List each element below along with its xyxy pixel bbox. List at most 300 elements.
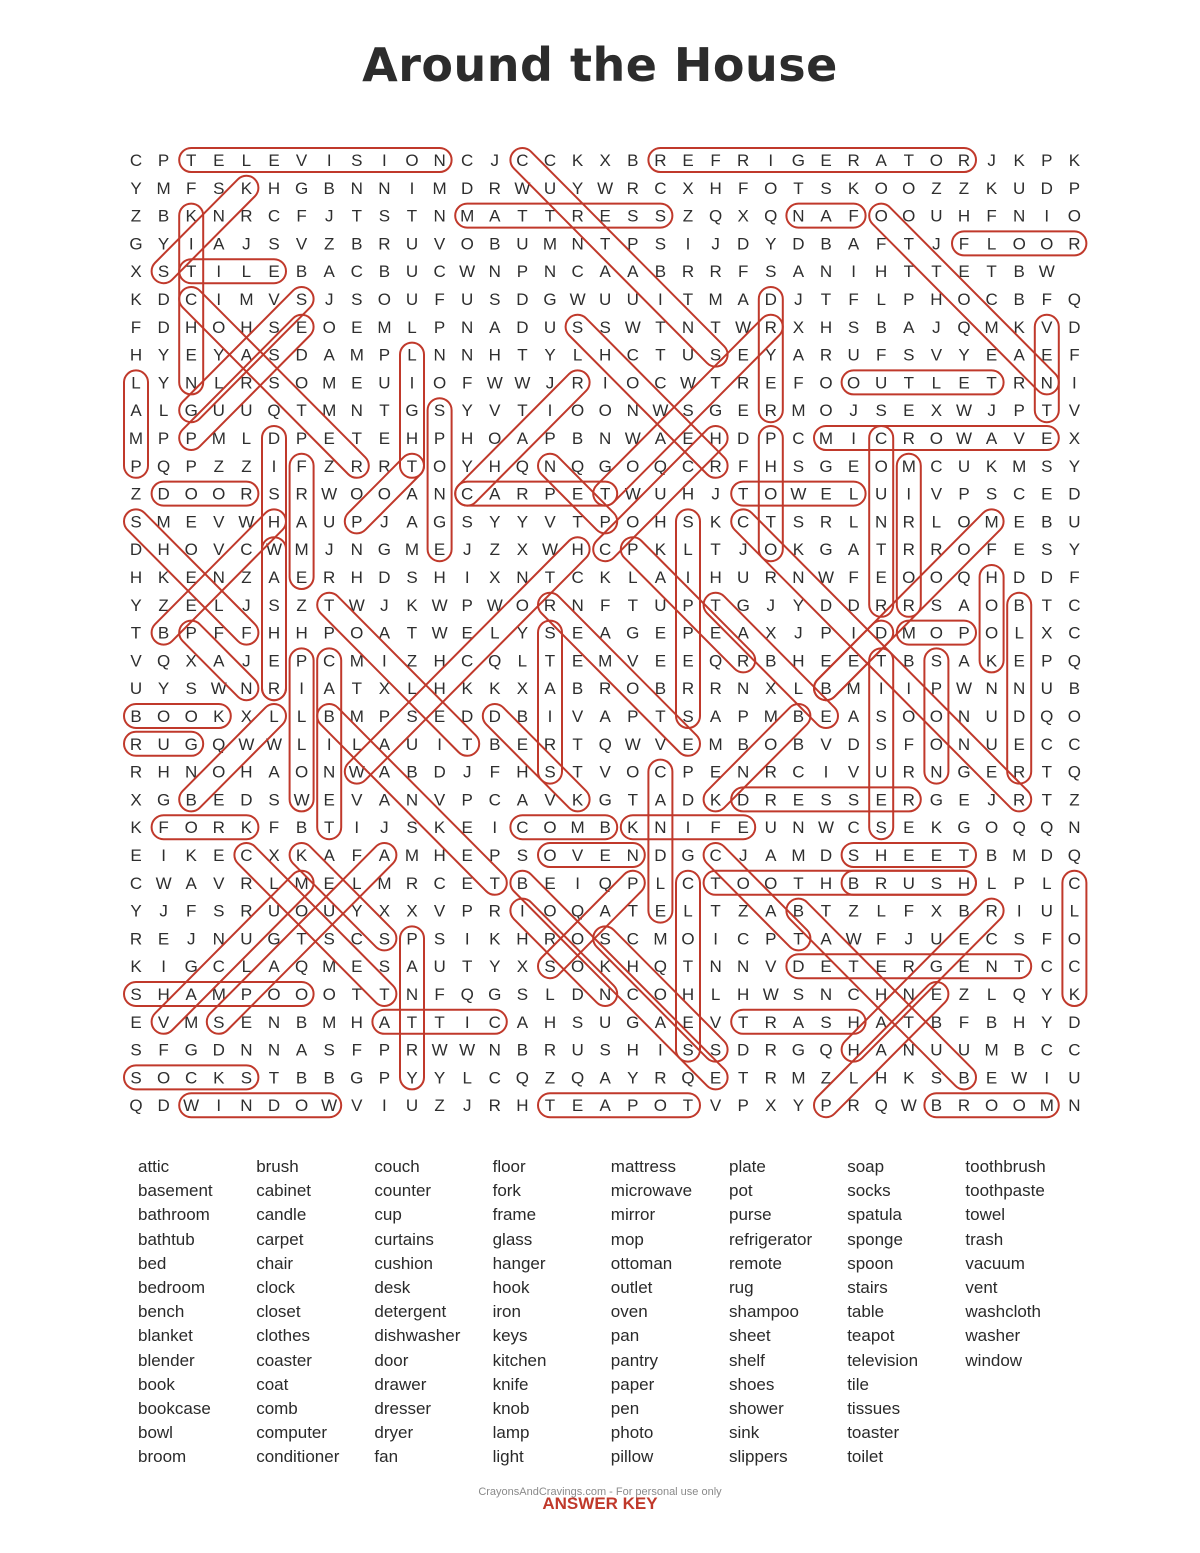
- grid-letter[interactable]: D: [792, 234, 805, 254]
- grid-letter[interactable]: U: [405, 734, 419, 754]
- grid-letter[interactable]: T: [186, 262, 197, 282]
- grid-letter[interactable]: C: [433, 262, 446, 282]
- grid-letter[interactable]: Q: [708, 206, 723, 226]
- grid-letter[interactable]: R: [543, 929, 557, 949]
- grid-letter[interactable]: T: [296, 929, 307, 949]
- grid-letter[interactable]: E: [130, 1012, 142, 1032]
- grid-letter[interactable]: Z: [241, 568, 252, 587]
- grid-letter[interactable]: S: [185, 679, 197, 699]
- grid-letter[interactable]: O: [488, 429, 502, 448]
- grid-letter[interactable]: A: [847, 234, 860, 254]
- grid-letter[interactable]: L: [710, 985, 721, 1004]
- grid-letter[interactable]: X: [516, 679, 529, 699]
- grid-letter[interactable]: E: [268, 651, 280, 671]
- grid-letter[interactable]: O: [294, 373, 309, 393]
- grid-letter[interactable]: U: [930, 206, 943, 226]
- grid-letter[interactable]: N: [350, 178, 363, 198]
- grid-letter[interactable]: L: [793, 679, 804, 699]
- grid-letter[interactable]: U: [654, 484, 667, 504]
- grid-letter[interactable]: S: [709, 1040, 722, 1060]
- grid-letter[interactable]: B: [765, 651, 777, 671]
- grid-letter[interactable]: P: [157, 151, 170, 170]
- grid-letter[interactable]: U: [516, 234, 529, 254]
- grid-letter[interactable]: E: [820, 957, 832, 977]
- grid-letter[interactable]: R: [709, 262, 722, 282]
- grid-letter[interactable]: A: [958, 651, 970, 671]
- grid-letter[interactable]: M: [791, 1068, 806, 1088]
- grid-letter[interactable]: F: [1069, 568, 1080, 587]
- grid-letter[interactable]: Q: [1067, 846, 1082, 865]
- grid-letter[interactable]: Q: [570, 901, 585, 921]
- grid-letter[interactable]: B: [130, 707, 142, 726]
- grid-letter[interactable]: O: [902, 568, 916, 587]
- grid-letter[interactable]: G: [598, 456, 612, 476]
- grid-letter[interactable]: U: [957, 1040, 971, 1060]
- grid-letter[interactable]: N: [240, 679, 253, 699]
- grid-letter[interactable]: P: [820, 1096, 832, 1116]
- grid-letter[interactable]: N: [957, 707, 971, 726]
- grid-letter[interactable]: A: [599, 1068, 611, 1088]
- grid-letter[interactable]: G: [791, 1040, 806, 1060]
- grid-letter[interactable]: O: [1040, 234, 1054, 254]
- grid-letter[interactable]: M: [984, 317, 999, 337]
- grid-letter[interactable]: E: [903, 818, 915, 838]
- grid-letter[interactable]: B: [792, 901, 805, 921]
- grid-letter[interactable]: O: [653, 1096, 668, 1116]
- grid-letter[interactable]: M: [349, 651, 364, 671]
- grid-letter[interactable]: C: [433, 873, 446, 893]
- grid-letter[interactable]: K: [240, 818, 253, 838]
- grid-letter[interactable]: P: [185, 429, 197, 448]
- grid-letter[interactable]: A: [599, 623, 611, 643]
- grid-letter[interactable]: Q: [598, 873, 612, 893]
- grid-letter[interactable]: H: [267, 512, 281, 532]
- grid-letter[interactable]: F: [738, 178, 749, 198]
- grid-letter[interactable]: N: [461, 345, 474, 365]
- grid-letter[interactable]: C: [212, 957, 225, 977]
- grid-letter[interactable]: L: [1042, 873, 1052, 893]
- grid-letter[interactable]: R: [543, 734, 557, 754]
- grid-letter[interactable]: X: [737, 206, 749, 226]
- grid-letter[interactable]: R: [875, 595, 888, 615]
- grid-letter[interactable]: B: [792, 707, 805, 726]
- grid-letter[interactable]: Y: [765, 345, 777, 365]
- grid-letter[interactable]: J: [766, 595, 776, 615]
- grid-letter[interactable]: A: [323, 262, 335, 282]
- grid-letter[interactable]: J: [380, 818, 389, 838]
- grid-letter[interactable]: C: [847, 818, 860, 838]
- grid-letter[interactable]: D: [1068, 1012, 1081, 1032]
- grid-letter[interactable]: D: [516, 290, 529, 309]
- grid-letter[interactable]: A: [378, 623, 391, 643]
- grid-letter[interactable]: W: [624, 484, 641, 504]
- grid-letter[interactable]: G: [929, 790, 944, 810]
- grid-letter[interactable]: P: [461, 595, 473, 615]
- grid-letter[interactable]: T: [572, 762, 583, 782]
- grid-letter[interactable]: E: [351, 373, 363, 393]
- grid-letter[interactable]: H: [157, 540, 170, 560]
- grid-letter[interactable]: E: [240, 1012, 253, 1032]
- grid-letter[interactable]: E: [930, 846, 943, 865]
- grid-letter[interactable]: P: [1041, 151, 1053, 170]
- grid-letter[interactable]: F: [462, 373, 473, 393]
- grid-letter[interactable]: Q: [515, 1068, 530, 1088]
- grid-letter[interactable]: R: [129, 734, 143, 754]
- grid-letter[interactable]: Q: [957, 317, 971, 337]
- grid-letter[interactable]: Y: [1041, 985, 1053, 1004]
- grid-letter[interactable]: B: [1013, 290, 1025, 309]
- grid-letter[interactable]: T: [627, 901, 638, 921]
- grid-letter[interactable]: S: [930, 873, 943, 893]
- grid-letter[interactable]: H: [157, 762, 170, 782]
- grid-letter[interactable]: N: [212, 568, 225, 587]
- grid-letter[interactable]: S: [682, 707, 694, 726]
- grid-letter[interactable]: C: [571, 262, 584, 282]
- grid-letter[interactable]: S: [489, 290, 501, 309]
- grid-letter[interactable]: R: [543, 595, 557, 615]
- grid-letter[interactable]: O: [543, 901, 557, 921]
- grid-letter[interactable]: S: [406, 707, 418, 726]
- grid-letter[interactable]: O: [570, 929, 585, 949]
- grid-letter[interactable]: A: [516, 790, 529, 810]
- grid-letter[interactable]: W: [624, 317, 641, 337]
- grid-letter[interactable]: J: [987, 790, 996, 810]
- grid-letter[interactable]: B: [985, 1012, 998, 1032]
- grid-letter[interactable]: B: [185, 790, 197, 810]
- grid-letter[interactable]: L: [269, 873, 279, 893]
- grid-letter[interactable]: O: [267, 985, 281, 1004]
- grid-letter[interactable]: S: [875, 818, 887, 838]
- grid-letter[interactable]: T: [1041, 762, 1052, 782]
- grid-letter[interactable]: L: [407, 679, 417, 699]
- grid-letter[interactable]: I: [658, 1040, 663, 1060]
- grid-letter[interactable]: N: [185, 762, 198, 782]
- grid-letter[interactable]: V: [433, 790, 446, 810]
- grid-letter[interactable]: U: [405, 1096, 419, 1116]
- grid-letter[interactable]: P: [1041, 651, 1053, 671]
- grid-letter[interactable]: R: [847, 1096, 860, 1116]
- grid-letter[interactable]: E: [185, 595, 197, 615]
- grid-letter[interactable]: O: [764, 484, 778, 504]
- grid-letter[interactable]: U: [405, 234, 419, 254]
- grid-letter[interactable]: L: [352, 873, 362, 893]
- grid-letter[interactable]: M: [128, 429, 144, 448]
- grid-letter[interactable]: M: [763, 707, 778, 726]
- grid-letter[interactable]: C: [709, 846, 722, 865]
- grid-letter[interactable]: I: [851, 262, 856, 282]
- grid-letter[interactable]: L: [655, 873, 666, 893]
- grid-letter[interactable]: L: [848, 484, 859, 504]
- grid-letter[interactable]: H: [157, 985, 170, 1004]
- grid-letter[interactable]: F: [793, 373, 804, 393]
- grid-letter[interactable]: E: [654, 651, 667, 671]
- grid-letter[interactable]: B: [295, 262, 308, 282]
- grid-letter[interactable]: M: [542, 234, 558, 254]
- grid-letter[interactable]: M: [294, 540, 309, 560]
- grid-letter[interactable]: U: [157, 734, 170, 754]
- grid-letter[interactable]: E: [599, 846, 611, 865]
- grid-letter[interactable]: M: [404, 846, 420, 865]
- grid-letter[interactable]: L: [683, 540, 693, 560]
- grid-letter[interactable]: S: [157, 262, 170, 282]
- grid-letter[interactable]: P: [240, 985, 253, 1004]
- grid-letter[interactable]: R: [737, 651, 750, 671]
- grid-letter[interactable]: R: [902, 790, 915, 810]
- grid-letter[interactable]: E: [323, 790, 335, 810]
- grid-letter[interactable]: S: [903, 345, 915, 365]
- grid-letter[interactable]: O: [543, 818, 557, 838]
- grid-letter[interactable]: M: [322, 1012, 337, 1032]
- grid-letter[interactable]: F: [158, 818, 169, 838]
- grid-letter[interactable]: H: [875, 262, 888, 282]
- grid-letter[interactable]: B: [1041, 512, 1053, 532]
- grid-letter[interactable]: F: [958, 1012, 970, 1032]
- grid-letter[interactable]: Z: [158, 595, 169, 615]
- grid-letter[interactable]: S: [351, 290, 363, 309]
- grid-letter[interactable]: X: [240, 707, 253, 726]
- grid-letter[interactable]: C: [543, 151, 557, 170]
- grid-letter[interactable]: L: [296, 707, 307, 726]
- grid-letter[interactable]: R: [764, 790, 777, 810]
- grid-letter[interactable]: C: [488, 1068, 501, 1088]
- grid-letter[interactable]: O: [626, 762, 640, 782]
- grid-letter[interactable]: O: [460, 234, 474, 254]
- grid-letter[interactable]: F: [738, 262, 749, 282]
- grid-letter[interactable]: F: [434, 290, 445, 309]
- grid-letter[interactable]: J: [987, 151, 996, 170]
- grid-letter[interactable]: N: [792, 206, 805, 226]
- grid-letter[interactable]: M: [901, 456, 916, 476]
- grid-letter[interactable]: T: [848, 957, 859, 977]
- grid-letter[interactable]: P: [599, 512, 611, 532]
- grid-letter[interactable]: T: [986, 262, 997, 282]
- grid-letter[interactable]: D: [516, 317, 529, 337]
- grid-letter[interactable]: F: [710, 151, 721, 170]
- grid-letter[interactable]: P: [378, 1068, 391, 1088]
- grid-letter[interactable]: A: [489, 484, 501, 504]
- grid-letter[interactable]: A: [378, 1012, 391, 1032]
- grid-letter[interactable]: O: [626, 373, 640, 393]
- grid-letter[interactable]: N: [819, 262, 833, 282]
- grid-letter[interactable]: H: [764, 456, 777, 476]
- grid-letter[interactable]: X: [378, 901, 391, 921]
- grid-letter[interactable]: C: [571, 568, 584, 587]
- grid-letter[interactable]: E: [709, 762, 722, 782]
- grid-letter[interactable]: O: [874, 206, 888, 226]
- grid-letter[interactable]: Q: [1012, 818, 1026, 838]
- grid-letter[interactable]: O: [294, 1096, 309, 1116]
- grid-letter[interactable]: E: [323, 873, 335, 893]
- grid-letter[interactable]: E: [737, 401, 749, 421]
- grid-letter[interactable]: Y: [765, 234, 777, 254]
- grid-letter[interactable]: M: [984, 512, 999, 532]
- grid-letter[interactable]: O: [819, 401, 833, 421]
- grid-letter[interactable]: V: [599, 762, 611, 782]
- grid-letter[interactable]: L: [876, 901, 886, 921]
- grid-letter[interactable]: L: [490, 623, 500, 643]
- grid-letter[interactable]: U: [985, 734, 998, 754]
- grid-letter[interactable]: T: [710, 373, 721, 393]
- grid-letter[interactable]: W: [238, 512, 255, 532]
- grid-letter[interactable]: M: [404, 540, 420, 560]
- grid-letter[interactable]: F: [848, 568, 859, 587]
- grid-letter[interactable]: S: [985, 484, 998, 504]
- grid-letter[interactable]: H: [819, 873, 833, 893]
- grid-letter[interactable]: E: [958, 373, 970, 393]
- grid-letter[interactable]: K: [213, 1068, 225, 1088]
- grid-letter[interactable]: H: [709, 178, 722, 198]
- grid-letter[interactable]: N: [405, 790, 419, 810]
- grid-letter[interactable]: L: [572, 345, 583, 365]
- grid-letter[interactable]: R: [323, 568, 336, 587]
- grid-letter[interactable]: L: [131, 373, 141, 393]
- grid-letter[interactable]: S: [820, 790, 832, 810]
- grid-letter[interactable]: V: [847, 762, 860, 782]
- grid-letter[interactable]: M: [322, 401, 337, 421]
- grid-letter[interactable]: O: [184, 540, 198, 560]
- grid-letter[interactable]: A: [295, 512, 308, 532]
- grid-letter[interactable]: S: [544, 762, 556, 782]
- grid-letter[interactable]: M: [377, 317, 392, 337]
- grid-letter[interactable]: P: [903, 290, 915, 309]
- grid-letter[interactable]: T: [406, 623, 418, 643]
- grid-letter[interactable]: S: [682, 1040, 694, 1060]
- grid-letter[interactable]: S: [847, 846, 860, 865]
- grid-letter[interactable]: U: [1040, 901, 1053, 921]
- grid-letter[interactable]: J: [242, 595, 251, 615]
- grid-letter[interactable]: O: [984, 595, 999, 615]
- grid-letter[interactable]: R: [764, 401, 777, 421]
- grid-letter[interactable]: B: [792, 734, 805, 754]
- grid-letter[interactable]: E: [847, 651, 860, 671]
- grid-letter[interactable]: I: [409, 178, 415, 198]
- grid-letter[interactable]: R: [405, 1040, 419, 1060]
- grid-letter[interactable]: P: [682, 623, 694, 643]
- grid-letter[interactable]: I: [851, 429, 856, 448]
- grid-letter[interactable]: H: [847, 1040, 860, 1060]
- grid-letter[interactable]: Y: [792, 1096, 805, 1116]
- grid-letter[interactable]: V: [930, 484, 943, 504]
- grid-letter[interactable]: R: [902, 762, 915, 782]
- grid-letter[interactable]: E: [958, 262, 970, 282]
- grid-letter[interactable]: U: [847, 345, 860, 365]
- grid-letter[interactable]: G: [488, 985, 502, 1004]
- grid-letter[interactable]: P: [765, 929, 777, 949]
- grid-letter[interactable]: H: [709, 568, 722, 587]
- grid-letter[interactable]: K: [847, 178, 860, 198]
- grid-letter[interactable]: A: [654, 568, 667, 587]
- grid-letter[interactable]: T: [820, 290, 832, 309]
- grid-letter[interactable]: A: [544, 679, 556, 699]
- grid-letter[interactable]: W: [514, 373, 531, 393]
- grid-letter[interactable]: P: [378, 1040, 391, 1060]
- grid-letter[interactable]: Q: [570, 1068, 585, 1088]
- grid-letter[interactable]: L: [986, 985, 997, 1004]
- grid-letter[interactable]: J: [932, 317, 941, 337]
- grid-letter[interactable]: K: [930, 818, 943, 838]
- grid-letter[interactable]: R: [957, 1096, 971, 1116]
- grid-letter[interactable]: J: [904, 929, 914, 949]
- grid-letter[interactable]: A: [627, 262, 639, 282]
- grid-letter[interactable]: I: [409, 373, 415, 393]
- grid-letter[interactable]: U: [378, 373, 391, 393]
- grid-letter[interactable]: N: [875, 512, 888, 532]
- grid-letter[interactable]: K: [130, 818, 142, 838]
- grid-letter[interactable]: I: [713, 929, 718, 949]
- grid-letter[interactable]: L: [628, 568, 638, 587]
- grid-letter[interactable]: R: [957, 151, 971, 170]
- grid-letter[interactable]: U: [875, 373, 888, 393]
- grid-letter[interactable]: L: [986, 873, 997, 893]
- grid-letter[interactable]: N: [571, 234, 584, 254]
- grid-letter[interactable]: W: [624, 429, 641, 448]
- grid-letter[interactable]: T: [544, 651, 556, 671]
- grid-letter[interactable]: D: [819, 595, 833, 615]
- grid-letter[interactable]: S: [213, 901, 225, 921]
- grid-letter[interactable]: F: [1069, 345, 1080, 365]
- grid-letter[interactable]: T: [1041, 790, 1052, 810]
- grid-letter[interactable]: O: [929, 734, 944, 754]
- grid-letter[interactable]: O: [984, 623, 999, 643]
- grid-letter[interactable]: X: [1068, 429, 1081, 448]
- grid-letter[interactable]: M: [156, 512, 171, 532]
- grid-letter[interactable]: F: [876, 929, 887, 949]
- grid-letter[interactable]: H: [626, 957, 639, 977]
- grid-letter[interactable]: R: [764, 317, 777, 337]
- grid-letter[interactable]: E: [185, 345, 197, 365]
- grid-letter[interactable]: B: [1013, 595, 1025, 615]
- grid-letter[interactable]: P: [958, 623, 970, 643]
- grid-letter[interactable]: Q: [129, 1096, 143, 1116]
- grid-letter[interactable]: T: [186, 151, 197, 170]
- grid-letter[interactable]: S: [847, 790, 860, 810]
- grid-letter[interactable]: O: [1067, 929, 1082, 949]
- grid-letter[interactable]: G: [377, 540, 392, 560]
- grid-letter[interactable]: N: [267, 1040, 281, 1060]
- grid-letter[interactable]: P: [433, 429, 446, 448]
- grid-letter[interactable]: E: [157, 929, 170, 949]
- grid-letter[interactable]: L: [1014, 623, 1024, 643]
- grid-letter[interactable]: S: [544, 623, 556, 643]
- grid-letter[interactable]: E: [516, 734, 529, 754]
- grid-letter[interactable]: U: [212, 401, 225, 421]
- grid-letter[interactable]: S: [820, 1012, 832, 1032]
- grid-letter[interactable]: W: [321, 1096, 338, 1116]
- grid-letter[interactable]: A: [903, 317, 915, 337]
- grid-letter[interactable]: C: [488, 1012, 501, 1032]
- grid-letter[interactable]: D: [681, 790, 695, 810]
- grid-letter[interactable]: C: [792, 429, 805, 448]
- grid-letter[interactable]: A: [378, 846, 391, 865]
- grid-letter[interactable]: Z: [848, 901, 859, 921]
- grid-letter[interactable]: N: [1040, 373, 1053, 393]
- grid-letter[interactable]: O: [929, 568, 944, 587]
- grid-letter[interactable]: D: [240, 790, 253, 810]
- grid-letter[interactable]: D: [267, 429, 281, 448]
- grid-letter[interactable]: T: [351, 679, 362, 699]
- grid-letter[interactable]: P: [682, 762, 694, 782]
- grid-letter[interactable]: S: [847, 317, 860, 337]
- grid-letter[interactable]: I: [216, 290, 222, 309]
- grid-letter[interactable]: H: [516, 762, 529, 782]
- grid-letter[interactable]: U: [461, 290, 474, 309]
- grid-letter[interactable]: J: [462, 762, 472, 782]
- grid-letter[interactable]: J: [545, 373, 555, 393]
- grid-letter[interactable]: S: [930, 595, 943, 615]
- grid-letter[interactable]: W: [459, 262, 476, 282]
- grid-letter[interactable]: I: [382, 1096, 387, 1116]
- grid-letter[interactable]: S: [516, 985, 529, 1004]
